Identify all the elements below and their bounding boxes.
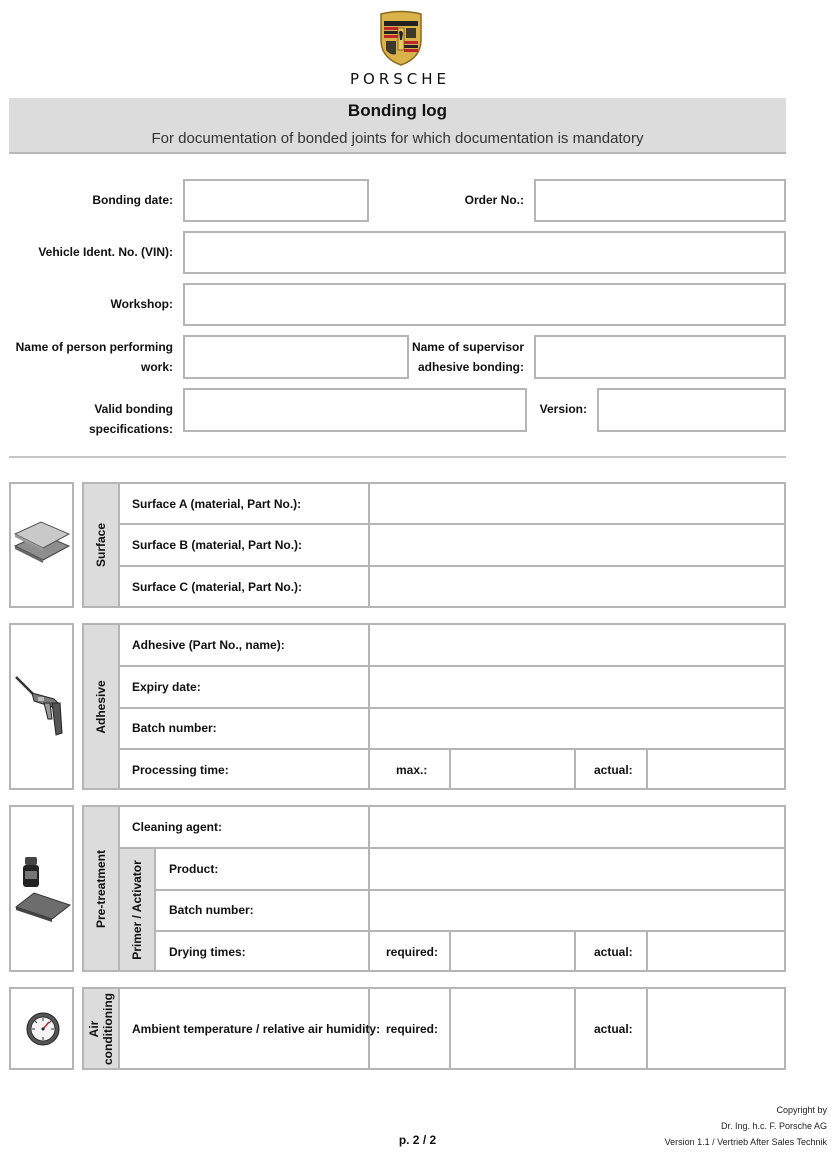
person-field[interactable] — [183, 335, 409, 379]
drying-required-label: required: — [386, 945, 439, 959]
primer-batch-label: Batch number: — [169, 903, 254, 917]
ambient-actual-field[interactable] — [650, 993, 780, 1064]
adhesive-icon-box — [9, 623, 74, 790]
batch-number-field[interactable] — [374, 712, 778, 744]
surface-c-field[interactable] — [374, 571, 778, 603]
column-divider — [449, 930, 451, 970]
column-divider — [646, 748, 648, 788]
drying-actual-field[interactable] — [650, 934, 780, 966]
pretreatment-band — [84, 807, 120, 970]
row-divider — [120, 565, 784, 567]
bonding-date-field[interactable] — [183, 179, 369, 222]
porsche-crest-logo — [378, 10, 424, 66]
column-divider — [646, 989, 648, 1068]
vin-label: Vehicle Ident. No. (VIN): — [38, 245, 173, 259]
surface-a-label: Surface A (material, Part No.): — [132, 497, 302, 511]
title-bar — [9, 98, 786, 154]
row-divider — [156, 930, 784, 932]
caulking-gun-icon — [14, 673, 70, 739]
specs-label: Valid bonding specifications: — [88, 402, 173, 436]
air-conditioning-section — [82, 987, 786, 1070]
pretreatment-icon-box — [9, 805, 74, 972]
ambient-required-label: required: — [386, 1022, 439, 1036]
pretreatment-title: Pre-treatment — [94, 849, 108, 928]
adhesive-band — [84, 625, 120, 788]
cleaning-agent-label: Cleaning agent: — [132, 820, 223, 834]
specs-field[interactable] — [183, 388, 527, 432]
ambient-label: Ambient temperature / relative air humidity: — [132, 1022, 381, 1036]
section-divider — [9, 456, 786, 458]
primer-bottle-and-cloth-icon — [14, 855, 72, 925]
row-divider — [120, 665, 784, 667]
adhesive-title: Adhesive — [94, 679, 108, 734]
cleaning-agent-field[interactable] — [374, 811, 778, 843]
surface-b-label: Surface B (material, Part No.): — [132, 538, 303, 552]
surface-icon-box — [9, 482, 74, 608]
primer-product-field[interactable] — [374, 853, 778, 885]
air-title-line2: conditioning — [101, 992, 115, 1065]
bonding-date-label: Bonding date: — [92, 193, 173, 207]
ambient-actual-label: actual: — [594, 1022, 633, 1036]
workshop-field[interactable] — [183, 283, 786, 326]
copyright-notice — [665, 1102, 827, 1150]
column-divider — [368, 807, 370, 970]
air-band — [84, 989, 120, 1068]
version-field[interactable] — [597, 388, 786, 432]
processing-max-field[interactable] — [453, 752, 571, 784]
adhesive-section — [82, 623, 786, 790]
row-divider — [120, 523, 784, 525]
primer-product-label: Product: — [169, 862, 219, 876]
drying-required-field[interactable] — [453, 934, 571, 966]
drying-times-label: Drying times: — [169, 945, 246, 959]
workshop-label: Workshop: — [110, 297, 173, 311]
air-title — [87, 993, 115, 1065]
copyright-line1: Copyright by — [776, 1105, 827, 1115]
column-divider — [646, 930, 648, 970]
column-divider — [574, 930, 576, 970]
row-divider — [120, 707, 784, 709]
person-label-line2: work: — [140, 360, 173, 374]
drying-actual-label: actual: — [594, 945, 633, 959]
processing-actual-field[interactable] — [650, 752, 780, 784]
brand-wordmark: PORSCHE — [349, 70, 451, 88]
version-label: Version: — [539, 402, 587, 416]
expiry-date-field[interactable] — [374, 671, 778, 703]
supervisor-label-line2: adhesive bonding: — [417, 360, 524, 374]
batch-number-label: Batch number: — [132, 721, 217, 735]
surface-band — [84, 484, 120, 606]
page-subtitle: For documentation of bonded joints for which documentation is mandatory — [151, 130, 644, 147]
surface-title: Surface — [94, 522, 108, 568]
surface-a-field[interactable] — [374, 488, 778, 520]
row-divider — [156, 889, 784, 891]
primer-batch-field[interactable] — [374, 894, 778, 926]
row-divider — [120, 847, 784, 849]
column-divider — [449, 989, 451, 1068]
processing-max-label: max.: — [396, 763, 428, 777]
page-number: p. 2 / 2 — [398, 1133, 437, 1147]
surface-b-field[interactable] — [374, 529, 778, 561]
surface-c-label: Surface C (material, Part No.): — [132, 580, 303, 594]
order-no-field[interactable] — [534, 179, 786, 222]
hygrometer-gauge-icon — [25, 1011, 61, 1047]
copyright-line3: Version 1.1 / Vertrieb After Sales Technik — [664, 1137, 827, 1147]
column-divider — [368, 484, 370, 606]
surface-section — [82, 482, 786, 608]
vin-field[interactable] — [183, 231, 786, 274]
expiry-date-label: Expiry date: — [132, 680, 201, 694]
primer-band — [120, 849, 156, 970]
processing-actual-label: actual: — [594, 763, 633, 777]
air-icon-box — [9, 987, 74, 1070]
pretreatment-section — [82, 805, 786, 972]
copyright-line2: Dr. Ing. h.c. F. Porsche AG — [720, 1121, 827, 1131]
stacked-sheets-icon — [13, 516, 71, 566]
air-title-line1: Air — [87, 1020, 101, 1037]
page-title: Bonding log — [347, 101, 448, 120]
adhesive-name-field[interactable] — [374, 629, 778, 661]
adhesive-name-label: Adhesive (Part No., name): — [132, 638, 285, 652]
column-divider — [449, 748, 451, 788]
order-no-label: Order No.: — [464, 193, 524, 207]
column-divider — [574, 989, 576, 1068]
processing-time-label: Processing time: — [132, 763, 229, 777]
supervisor-field[interactable] — [534, 335, 786, 379]
ambient-required-field[interactable] — [453, 993, 571, 1064]
supervisor-label-line1: Name of supervisor — [411, 340, 524, 354]
primer-title: Primer / Activator — [130, 859, 144, 960]
column-divider — [574, 748, 576, 788]
person-label-line1: Name of person performing — [15, 340, 173, 354]
row-divider — [120, 748, 784, 750]
